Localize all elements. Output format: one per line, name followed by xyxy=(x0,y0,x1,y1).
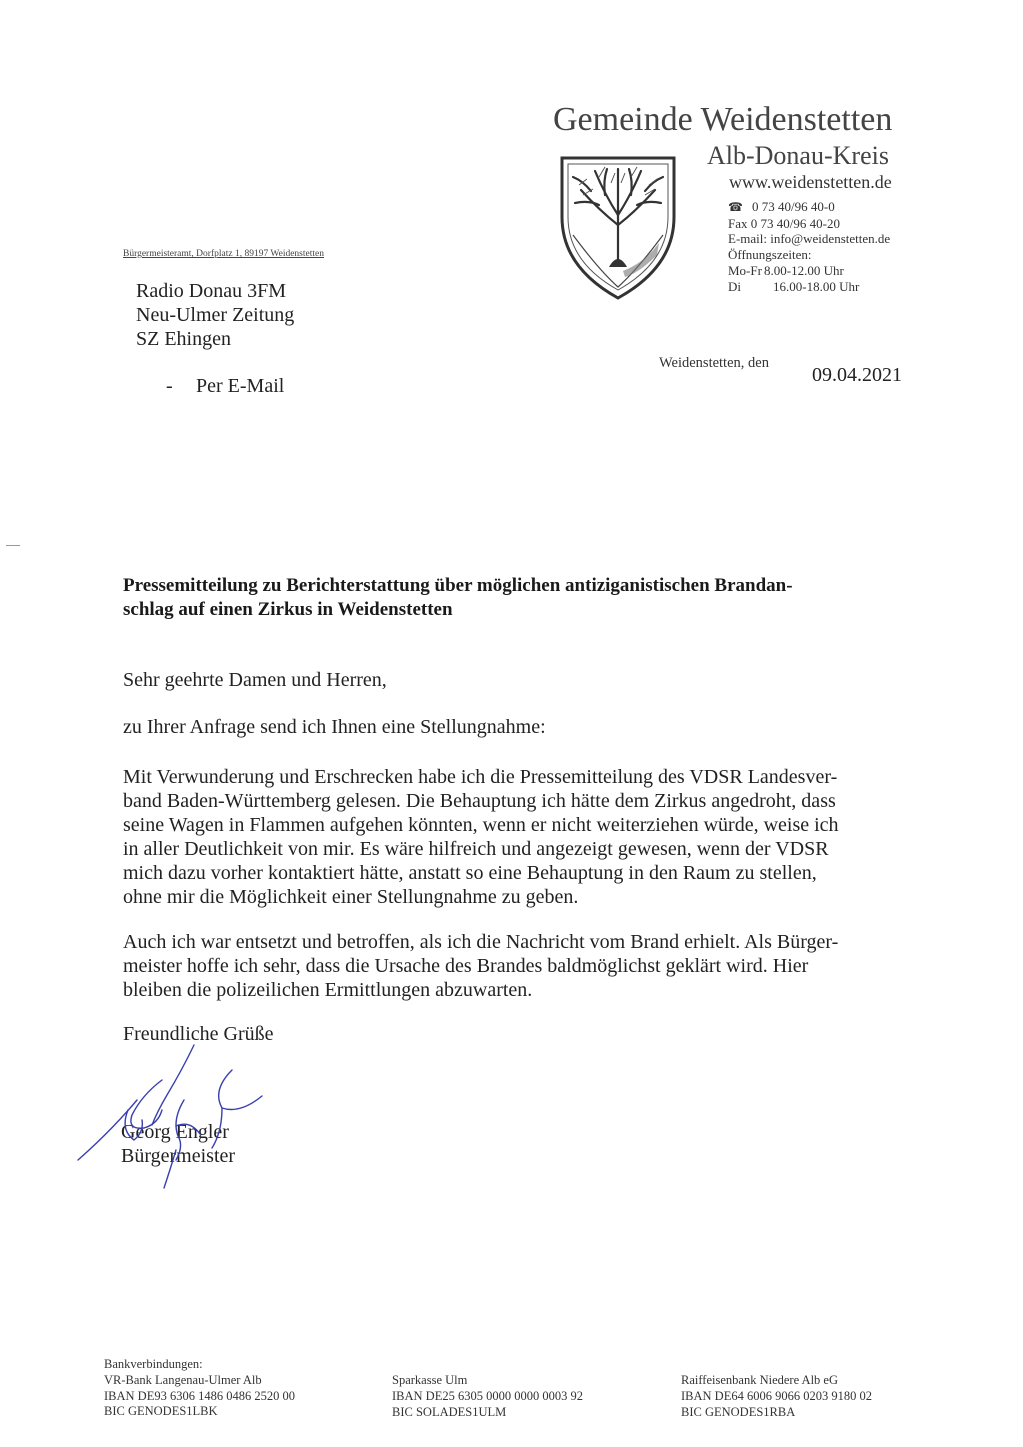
sender-return-address: Bürgermeisteramt, Dorfplatz 1, 89197 Weidenstetten xyxy=(123,249,324,259)
bank-bic: BIC SOLADES1ULM xyxy=(392,1404,507,1419)
email: E-mail: info@weidenstetten.de xyxy=(728,231,891,247)
hours-time: 8.00-12.00 Uhr xyxy=(764,262,844,278)
bank-bic: BIC GENODES1LBK xyxy=(104,1404,218,1419)
contact-block xyxy=(728,199,890,294)
telephone-icon: ☎ xyxy=(728,200,743,214)
phone-row xyxy=(728,199,890,216)
bank-bic: BIC GENODES1RBA xyxy=(681,1404,796,1419)
bank-iban: IBAN DE64 6006 9066 0203 9180 02 xyxy=(681,1388,872,1403)
fax-row xyxy=(728,216,890,232)
bank-details-1 xyxy=(104,1357,295,1420)
recipient: SZ Ehingen xyxy=(136,328,231,350)
delivery-dash: - xyxy=(166,375,173,397)
signer-name: Georg Engler xyxy=(121,1121,229,1143)
bank-details-2 xyxy=(392,1373,583,1420)
hours-heading: Öffnungszeiten: xyxy=(728,247,812,263)
bank-name: VR-Bank Langenau-Ulmer Alb xyxy=(104,1372,262,1387)
paragraph-line: band Baden-Württemberg gelesen. Die Behauptung ich hätte dem Zirkus angedroht, dass xyxy=(123,790,836,812)
salutation: Sehr geehrte Damen und Herren, xyxy=(123,669,387,691)
website: www.weidenstetten.de xyxy=(729,172,892,192)
letter-date: 09.04.2021 xyxy=(812,364,902,386)
paragraph-line: Auch ich war entsetzt und betroffen, als ich die Nachricht vom Brand erhielt. Als Bürger- xyxy=(123,931,839,953)
hours-row xyxy=(728,279,890,295)
bank-details-3 xyxy=(681,1373,872,1420)
subject-line-text: schlag auf einen Zirkus in Weidenstetten xyxy=(123,598,453,620)
hours-days: Mo-Fr xyxy=(728,262,762,278)
closing-phrase: Freundliche Grüße xyxy=(123,1023,274,1045)
paragraph-line: mich dazu vorher kontaktiert hätte, anstatt so eine Behauptung in den Raum zu stellen, xyxy=(123,862,817,884)
district-name: Alb-Donau-Kreis xyxy=(707,141,889,170)
fax-number: 0 73 40/96 40-20 xyxy=(750,215,840,231)
bank-name: Sparkasse Ulm xyxy=(392,1373,468,1387)
recipient: Radio Donau 3FM xyxy=(136,280,286,302)
place-label: Weidenstetten, den xyxy=(659,355,769,371)
delivery-method-label: Per E-Mail xyxy=(196,375,285,397)
coat-of-arms-icon xyxy=(559,155,677,300)
hours-days: Di xyxy=(728,278,741,294)
recipients-block xyxy=(136,279,294,351)
paragraph-line: ohne mir die Möglichkeit einer Stellungnahme zu geben. xyxy=(123,886,579,908)
fax-label: Fax xyxy=(728,215,748,231)
bank-iban: IBAN DE93 6306 1486 0486 2520 00 xyxy=(104,1388,295,1403)
paragraph-line: bleiben die polizeilichen Ermittlungen abzuwarten. xyxy=(123,979,533,1001)
subject-line xyxy=(123,574,863,621)
body-paragraph-1 xyxy=(123,765,839,909)
delivery-method xyxy=(166,375,284,398)
subject-line-text: Pressemitteilung zu Berichterstattung über möglichen antiziganistischen Brandan- xyxy=(123,575,793,596)
bank-heading: Bankverbindungen: xyxy=(104,1357,203,1371)
bank-iban: IBAN DE25 6305 0000 0000 0003 92 xyxy=(392,1388,583,1403)
hours-time: 16.00-18.00 Uhr xyxy=(773,278,860,294)
paragraph-line: meister hoffe ich sehr, dass die Ursache des Brandes baldmöglichst geklärt wird. Hier xyxy=(123,955,809,977)
paragraph-line: seine Wagen in Flammen aufgehen könnten, wenn er nicht weiterziehen würde, weise ich xyxy=(123,814,839,836)
fold-mark xyxy=(6,545,20,546)
intro-sentence: zu Ihrer Anfrage send ich Ihnen eine Stellungnahme: xyxy=(123,716,546,738)
paragraph-line: in aller Deutlichkeit von mir. Es wäre hilfreich und angezeigt gewesen, wenn der VDSR xyxy=(123,838,829,860)
phone-number: 0 73 40/96 40-0 xyxy=(752,199,835,214)
signer-title: Bürgermeister xyxy=(121,1145,236,1167)
body-paragraph-2 xyxy=(123,930,838,1002)
paragraph-line: Mit Verwunderung und Erschrecken habe ich die Pressemitteilung des VDSR Landesver- xyxy=(123,766,838,788)
bank-name: Raiffeisenbank Niedere Alb eG xyxy=(681,1373,839,1387)
signature-icon xyxy=(72,1040,282,1200)
recipient: Neu-Ulmer Zeitung xyxy=(136,304,295,326)
organization-name: Gemeinde Weidenstetten xyxy=(553,101,893,138)
hours-row xyxy=(728,263,890,279)
